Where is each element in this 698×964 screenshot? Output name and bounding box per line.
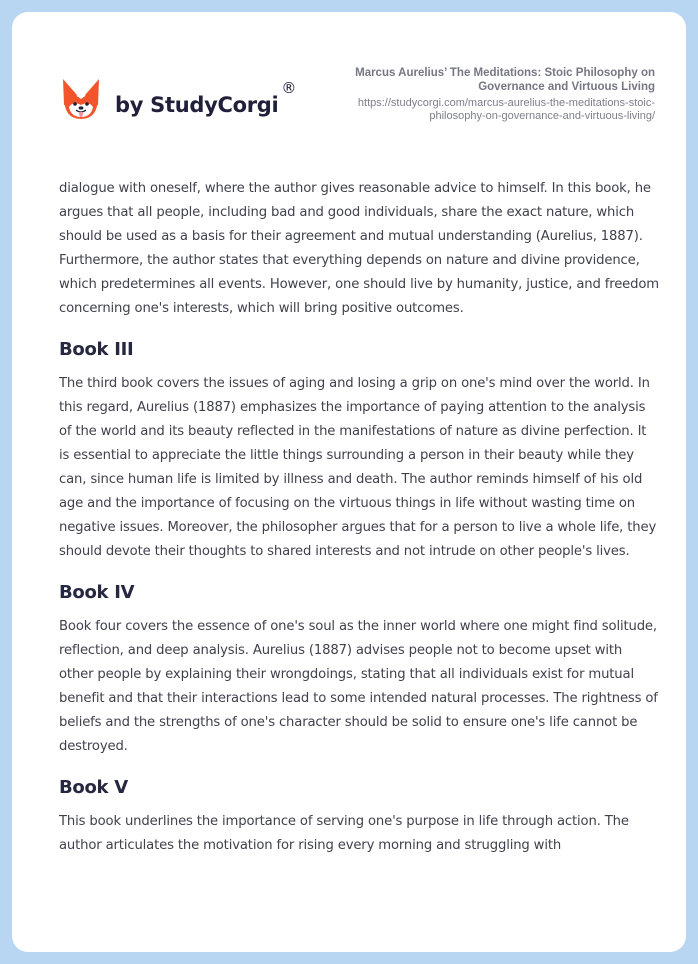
article-body <box>59 177 659 858</box>
intro-paragraph: dialogue with oneself, where the author gives reasonable advice to himself. In this book, he argues that all people, including bad and good individuals, share the exact nature, which should be used as a basis for their agreement and mutual understanding (Aurelius, 1887). Furthermore, the author states that everything depends on nature and divine providence, which predetermines all events. However, one should live by humanity, justice, and freedom concerning one's interests, which will bring positive outcomes. <box>59 181 659 316</box>
section-heading-book-iv: Book IV <box>59 582 135 603</box>
section-paragraph-book-iii: The third book covers the issues of aging and losing a grip on one's mind over the world. In this regard, Aurelius (1887) emphasizes the importance of paying attention to the analysis of the world and its beauty reflected in the manifestations of nature as divine perfection. It is essential to appreciate the little things surrounding a person in their beauty while they can, since human life is limited by illness and death. The author reminds himself of his old age and the importance of focusing on the virtuous things in life without wasting time on negative issues. Moreover, the philosopher argues that for a person to live a whole life, they should devote their thoughts to shared interests and not intrude on other people's lives. <box>59 376 657 559</box>
logo-wordmark: by StudyCorgi <box>115 93 279 117</box>
section-paragraph-book-iv: Book four covers the essence of one's soul as the inner world where one might find solitude, reflection, and deep analysis. Aurelius (1887) advises people not to become upset with other people by explaining their wrongdoings, stating that all individuals exist for mutual benefit and that their interactions lead to some intended natural processes. The rightness of beliefs and the strengths of one's character should be solid to ensure one's life cannot be destroyed. <box>59 619 658 754</box>
document-title: Marcus Aurelius’ The Meditations: Stoic Philosophy on Governance and Virtuous Living <box>355 67 655 93</box>
section-paragraph-book-v: This book underlines the importance of serving one's purpose in life through action. The author articulates the motivation for rising every morning and struggling with <box>59 814 629 853</box>
corgi-face-icon <box>61 77 101 123</box>
registered-mark: ® <box>281 79 297 97</box>
section-heading-book-iii: Book III <box>59 339 134 360</box>
document-url[interactable]: https://studycorgi.com/marcus-aurelius-the-meditations-stoic-philosophy-on-governance-and-virtuous-living/ <box>357 97 655 122</box>
section-heading-book-v: Book V <box>59 777 128 798</box>
studycorgi-logo[interactable] <box>61 77 296 123</box>
document-meta <box>315 66 655 123</box>
document-page <box>12 12 686 952</box>
